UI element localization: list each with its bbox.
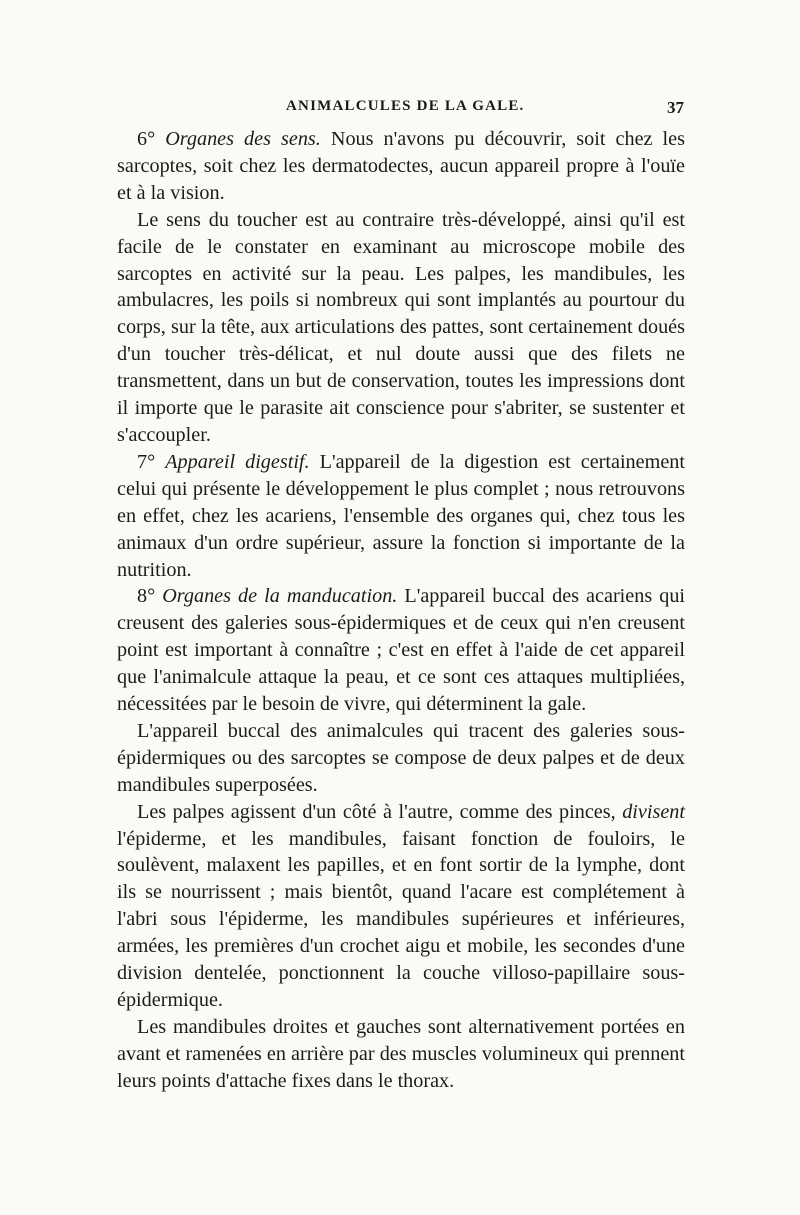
running-title: ANIMALCULES DE LA GALE. xyxy=(286,98,525,114)
emphasized-word: divisent xyxy=(622,800,685,823)
running-header xyxy=(118,98,684,124)
paragraph-text: L'appareil de la digestion est certainement celui qui présente le développement le plus complet ; nous retrouvons en effet, chez les acariens, l'ensemble des organes qui, chez tous les animaux d'un ordre supérieur, assure la fonction si importante de la nutrition. xyxy=(117,450,685,581)
paragraph-text: L'appareil buccal des animalcules qui tracent des galeries sous-épidermiques ou des sarcoptes se compose de deux palpes et de deux mandibules superposées. xyxy=(117,719,685,796)
paragraph-text: l'épiderme, et les mandibules, faisant fonction de fouloirs, le soulèvent, malaxent les papilles, et en font sortir de la lymphe, dont ils se nourrissent ; mais bientôt, quand l'acare est complétement à l'abri sous l'épiderme, les mandibules supérieures et inférieures, armées, les premières d'un crochet aigu et mobile, les secondes d'une division dentelée, ponctionnent la couche villoso-papillaire sous-épidermique. xyxy=(117,827,685,1011)
paragraph-palpes xyxy=(117,799,685,1014)
paragraph-text: L'appareil buccal des acariens qui creusent des galeries sous-épidermiques et de ceux qui n'en creusent point est important à connaître ; c'est en effet à l'aide de cet appareil que l'animalcule attaque la peau, et ce sont ces attaques multipliées, nécessitées par le besoin de vivre, qui déterminent la gale. xyxy=(117,585,686,716)
paragraph-appareil-digestif xyxy=(117,449,685,584)
section-title: Organes des sens. xyxy=(165,128,321,150)
section-number: 8° xyxy=(137,585,163,608)
body-text xyxy=(117,126,685,1095)
paragraph-organes-manducation xyxy=(117,583,685,718)
paragraph-text: Les palpes agissent d'un côté à l'autre, comme des pinces, xyxy=(137,800,623,823)
section-number: 6° xyxy=(137,128,166,150)
section-title: Organes de la manducation. xyxy=(162,585,398,608)
paragraph-sens-du-toucher xyxy=(117,207,685,449)
paragraph-text: Le sens du toucher est au contraire très-développé, ainsi qu'il est facile de le constater en examinant au microscope mobile des sarcoptes en activité sur la peau. Les palpes, les mandibules, les ambulacres, les poils si nombreux qui sont implantés au pourtour du corps, sur la tête, aux articulations des pattes, sont certainement doués d'un toucher très-délicat, et nul doute aussi que des filets ne transmettent, dans un but de conservation, toutes les impressions dont il importe que le parasite ait conscience pour s'abriter, se sustenter et s'accoupler. xyxy=(117,208,685,446)
paragraph-organes-des-sens xyxy=(117,126,685,207)
section-title: Appareil digestif. xyxy=(165,450,310,473)
paragraph-text: Les mandibules droites et gauches sont alternativement portées en avant et ramenées en arrière par des muscles volumineux qui prennent leurs points d'attache fixes dans le thorax. xyxy=(117,1015,685,1092)
paragraph-appareil-buccal xyxy=(117,718,685,799)
paragraph-text: Nous n'avons pu découvrir, soit chez les sarcoptes, soit chez les dermatodectes, aucun appareil propre à l'ouïe et à la vision. xyxy=(117,128,685,204)
page-number: 37 xyxy=(667,98,684,117)
paragraph-mandibules xyxy=(117,1014,685,1095)
section-number: 7° xyxy=(137,450,166,473)
